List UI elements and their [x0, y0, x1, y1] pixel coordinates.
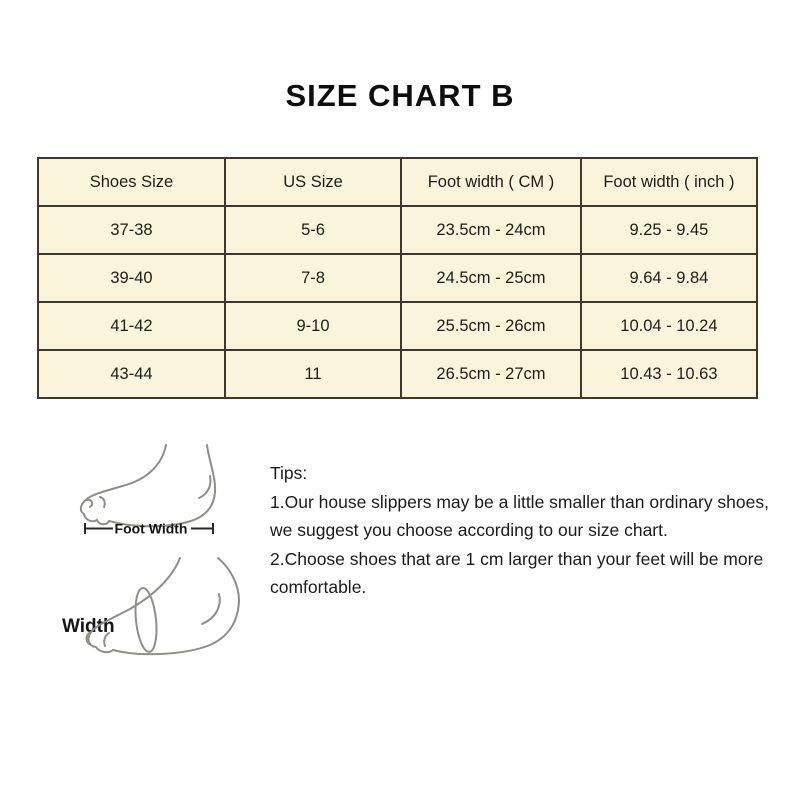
cell-us-size: 7-8	[225, 254, 401, 302]
foot-side-view-illustration	[72, 443, 222, 543]
cell-foot-width-inch: 10.43 - 10.63	[581, 350, 757, 398]
cell-shoes-size: 43-44	[38, 350, 225, 398]
cell-foot-width-inch: 9.25 - 9.45	[581, 206, 757, 254]
toe-separation-detail	[100, 497, 105, 507]
tips-section	[270, 459, 778, 602]
foot-width-label: Foot Width	[114, 520, 188, 537]
cell-shoes-size: 37-38	[38, 206, 225, 254]
cell-us-size: 11	[225, 350, 401, 398]
cell-shoes-size: 39-40	[38, 254, 225, 302]
foot-girth-illustration	[50, 556, 245, 661]
tips-heading: Tips:	[270, 463, 308, 483]
column-header-shoes-size: Shoes Size	[38, 158, 225, 206]
tip-2: 2.Choose shoes that are 1 cm larger than your feet will be more comfortable.	[270, 548, 764, 597]
cell-foot-width-inch: 9.64 - 9.84	[581, 254, 757, 302]
cell-us-size: 5-6	[225, 206, 401, 254]
cell-foot-width-cm: 25.5cm - 26cm	[401, 302, 581, 350]
heel-inner-curve	[202, 594, 220, 624]
table-header-row	[38, 158, 757, 206]
cell-foot-width-inch: 10.04 - 10.24	[581, 302, 757, 350]
foot-outline	[81, 445, 215, 526]
width-girth-ellipse	[133, 587, 160, 653]
cell-foot-width-cm: 23.5cm - 24cm	[401, 206, 581, 254]
table-row	[38, 302, 757, 350]
tip-1: 1.Our house slippers may be a little smaller than ordinary shoes, we suggest you choose according to our size chart.	[270, 491, 769, 540]
table-row	[38, 350, 757, 398]
heel-inner-curve	[199, 476, 211, 498]
column-header-us-size: US Size	[225, 158, 401, 206]
size-chart-table	[37, 157, 758, 399]
foot-outline	[89, 558, 239, 654]
table-row	[38, 206, 757, 254]
cell-us-size: 9-10	[225, 302, 401, 350]
cell-foot-width-cm: 24.5cm - 25cm	[401, 254, 581, 302]
cell-foot-width-cm: 26.5cm - 27cm	[401, 350, 581, 398]
width-label: Width	[62, 616, 115, 637]
cell-shoes-size: 41-42	[38, 302, 225, 350]
big-toe-detail	[87, 500, 92, 507]
column-header-foot-width-cm: Foot width ( CM )	[401, 158, 581, 206]
column-header-foot-width-inch: Foot width ( inch )	[581, 158, 757, 206]
table-row	[38, 254, 757, 302]
page-title: SIZE CHART B	[285, 78, 515, 113]
